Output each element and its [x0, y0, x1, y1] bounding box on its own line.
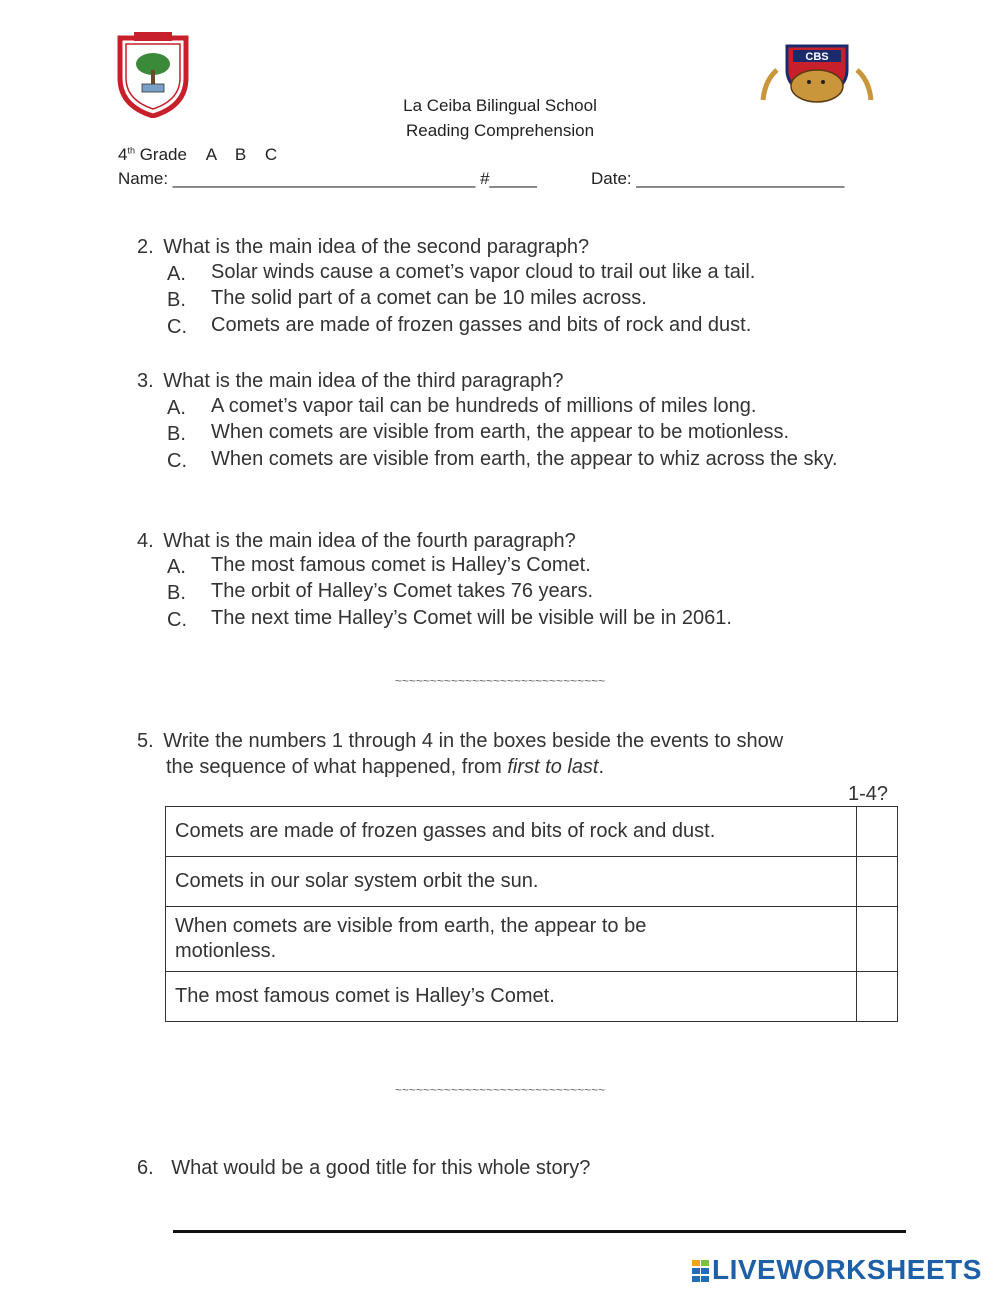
question-5-line2 [166, 756, 604, 779]
option-letter: B. [167, 582, 186, 604]
option-letter: B. [167, 423, 186, 445]
sequence-table [165, 806, 898, 1022]
option-letter: A. [167, 556, 186, 578]
question-text: What would be a good title for this whole story? [171, 1157, 591, 1179]
date-field-line[interactable]: Date: ______________________ [591, 169, 845, 188]
question-number: 3. [137, 370, 154, 392]
table-row [166, 972, 898, 1022]
grade-number: 4 [118, 145, 128, 164]
option-letter: B. [167, 289, 186, 311]
grade-suffix: th [127, 145, 135, 156]
question-number: 2. [137, 236, 154, 258]
section-c[interactable]: C [264, 145, 278, 164]
option-text: The next time Halley’s Comet will be visible will be in 2061. [211, 607, 732, 629]
event-text: The most famous comet is Halley’s Comet. [166, 972, 857, 1022]
table-row [166, 807, 898, 857]
cbs-logo-text: CBS [805, 51, 829, 63]
liveworksheets-icon [692, 1260, 710, 1282]
sequence-column-header: 1-4? [848, 783, 889, 805]
question-4 [137, 530, 576, 553]
option-letter: A. [167, 263, 186, 285]
separator: ~~~~~~~~~~~~~~~~~~~~~~~~~~~~~~ [394, 674, 606, 688]
question-number: 5. [137, 730, 154, 752]
grade-line [118, 145, 277, 165]
question-text-line2: the sequence of what happened, from [166, 756, 508, 778]
brand-text: LIVEWORKSHEETS [712, 1254, 982, 1285]
option-text: A comet’s vapor tail can be hundreds of millions of miles long. [211, 395, 757, 417]
option-text: When comets are visible from earth, the appear to whiz across the sky. [211, 448, 838, 470]
section-b[interactable]: B [234, 145, 247, 164]
question-text: What is the main idea of the second paragraph? [163, 236, 590, 258]
option-text: The solid part of a comet can be 10 miles across. [211, 287, 647, 309]
name-field-line[interactable]: Name: ________________________________ #_____ [118, 169, 537, 188]
emphasis-text: first to last [507, 756, 599, 778]
question-text: What is the main idea of the fourth paragraph? [163, 530, 576, 552]
section-a[interactable]: A [205, 145, 217, 164]
sequence-input-box[interactable] [857, 857, 898, 907]
school-name: La Ceiba Bilingual School [403, 96, 597, 115]
option-letter: A. [167, 397, 186, 419]
question-5 [137, 730, 783, 753]
period: . [598, 756, 605, 778]
question-number: 4. [137, 530, 154, 552]
option-text: When comets are visible from earth, the appear to be motionless. [211, 421, 790, 443]
table-row [166, 857, 898, 907]
option-letter: C. [167, 316, 187, 338]
question-4-options [167, 556, 927, 641]
question-2 [137, 236, 589, 259]
option-text: Solar winds cause a comet’s vapor cloud to trail out like a tail. [211, 261, 756, 283]
sequence-input-box[interactable] [857, 807, 898, 857]
question-2-options [167, 263, 927, 348]
option-letter: C. [167, 609, 187, 631]
option-letter: C. [167, 450, 187, 472]
grade-label: Grade [134, 145, 187, 164]
question-6 [137, 1157, 590, 1180]
option-text: The most famous comet is Halley’s Comet. [211, 554, 591, 576]
question-3-options [167, 397, 927, 507]
sequence-input-box[interactable] [857, 972, 898, 1022]
separator: ~~~~~~~~~~~~~~~~~~~~~~~~~~~~~~ [394, 1083, 606, 1097]
event-text: Comets in our solar system orbit the sun. [166, 857, 857, 907]
question-3 [137, 370, 563, 393]
question-number: 6. [137, 1157, 154, 1179]
sequence-input-box[interactable] [857, 907, 898, 972]
option-text: The orbit of Halley’s Comet takes 76 years. [211, 580, 594, 602]
table-row [166, 907, 898, 972]
subject-title: Reading Comprehension [405, 121, 595, 140]
option-text: Comets are made of frozen gasses and bits of rock and dust. [211, 314, 752, 336]
question-text: What is the main idea of the third paragraph? [163, 370, 564, 392]
question-text-line1: Write the numbers 1 through 4 in the boxes beside the events to show [163, 730, 784, 752]
event-text: When comets are visible from earth, the appear to be motionless. [166, 907, 857, 972]
answer-line[interactable] [173, 1230, 906, 1233]
event-text: Comets are made of frozen gasses and bits of rock and dust. [166, 807, 857, 857]
